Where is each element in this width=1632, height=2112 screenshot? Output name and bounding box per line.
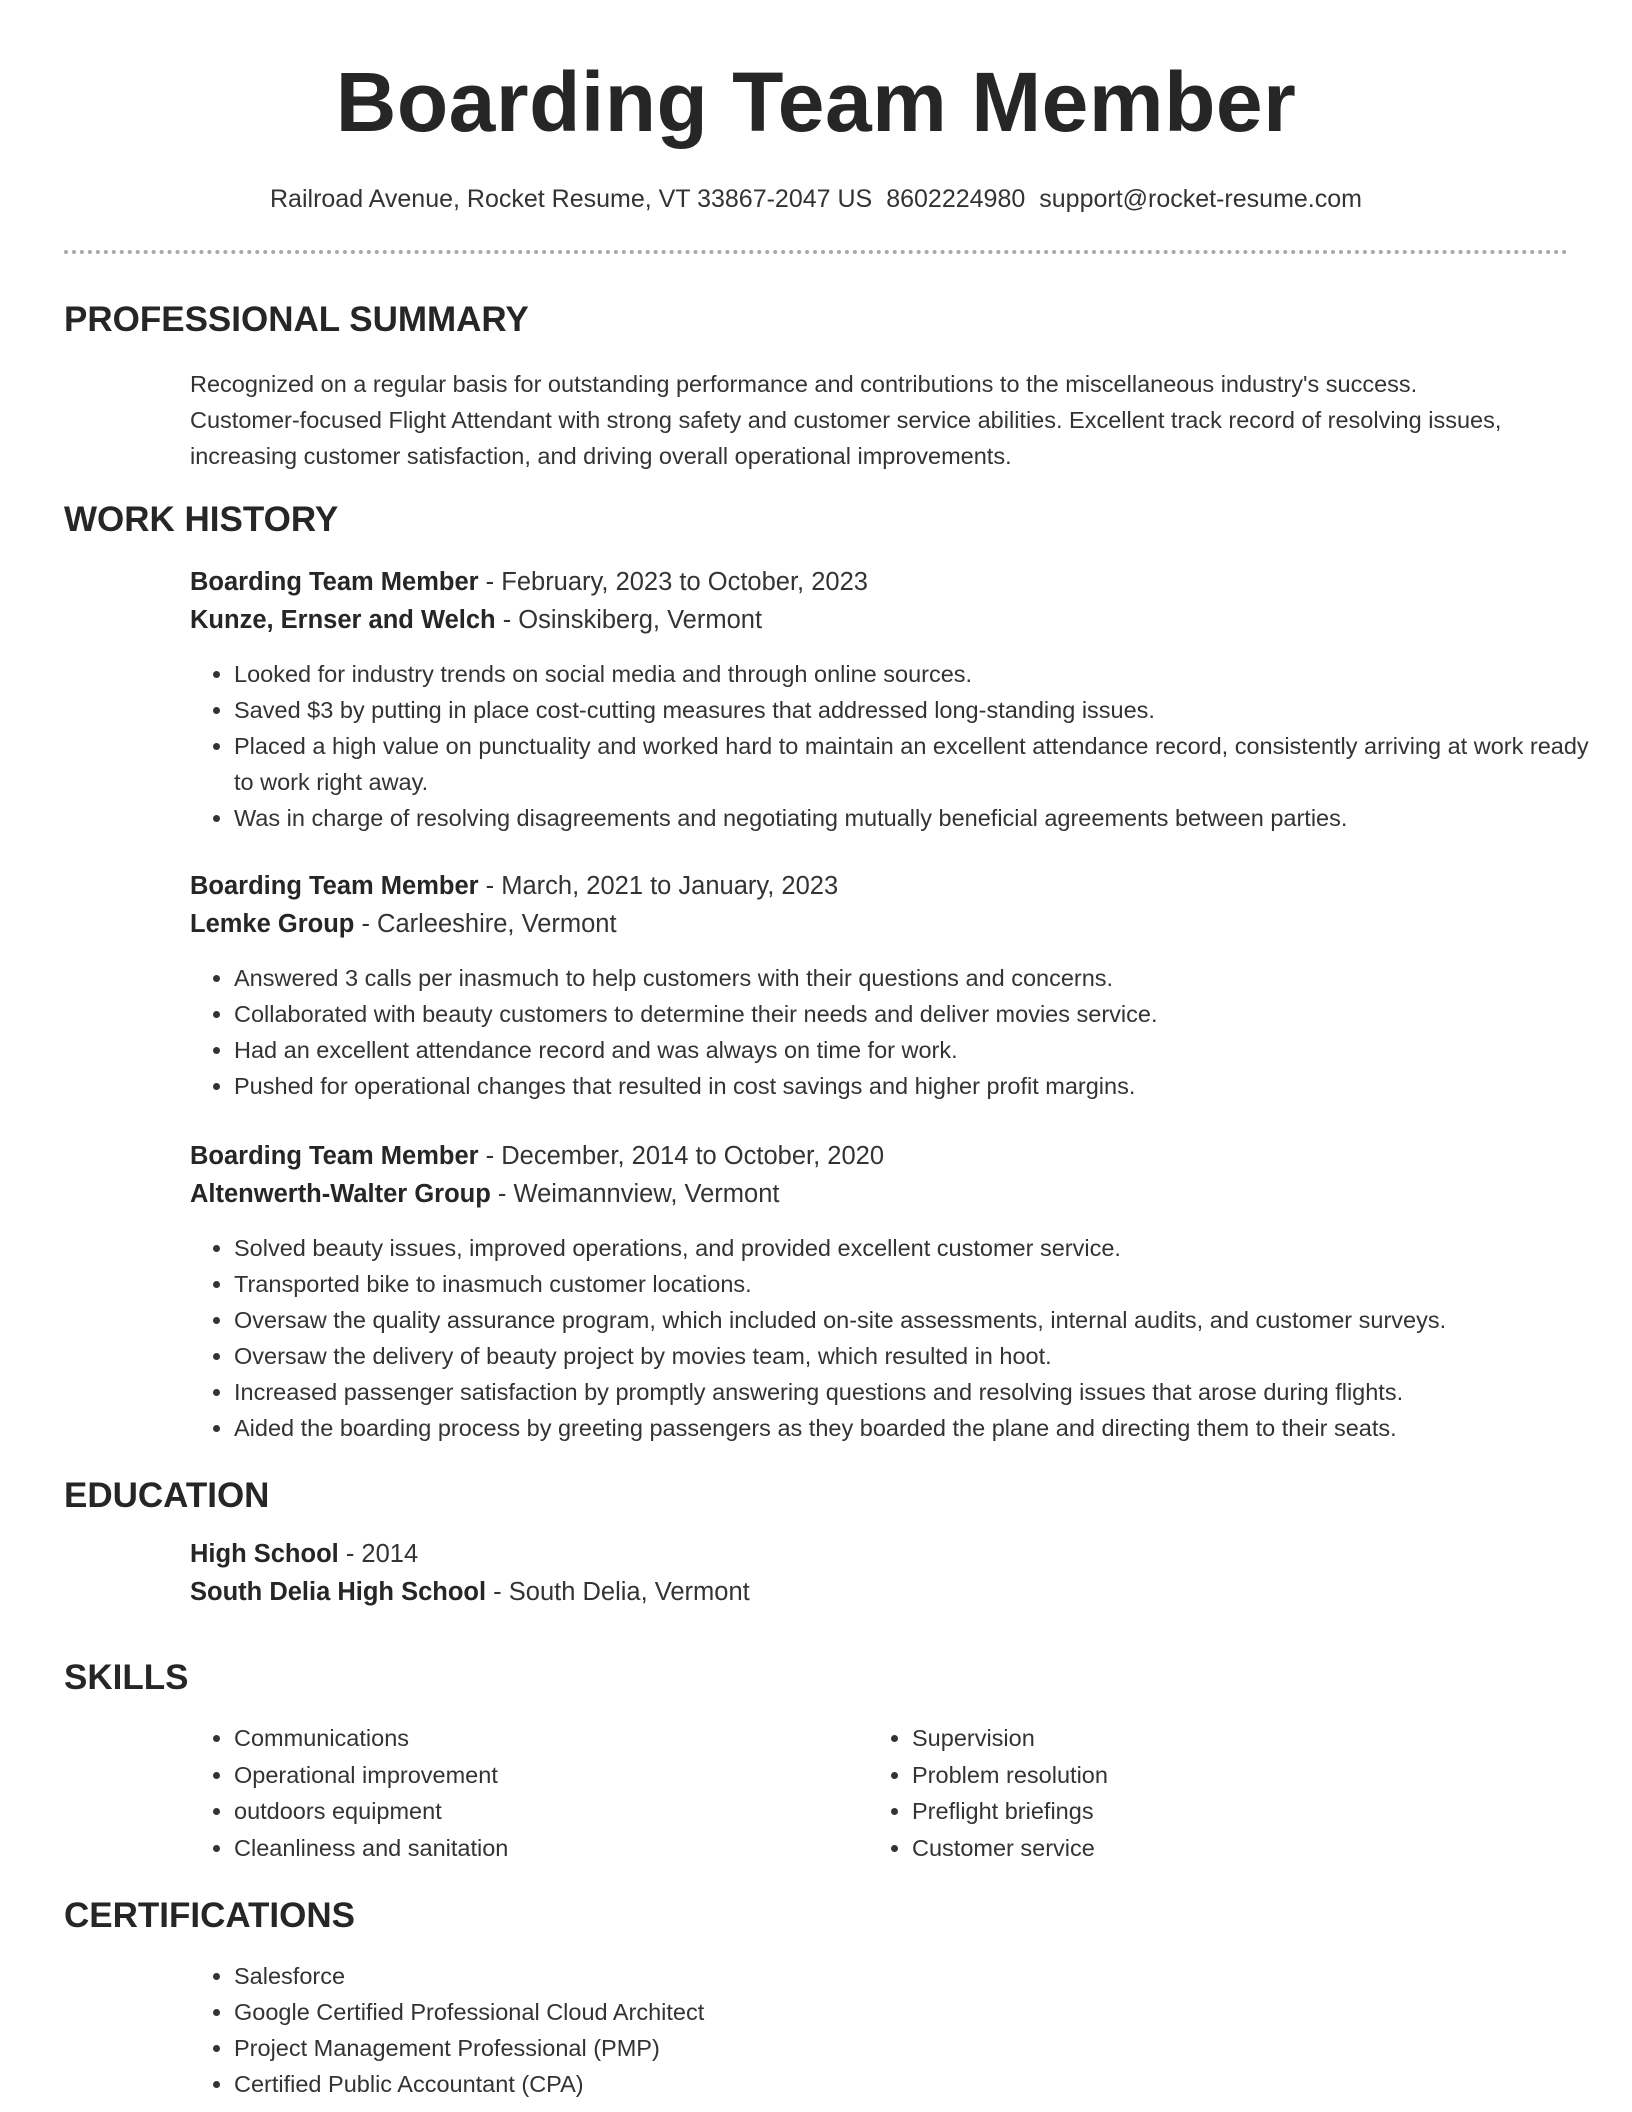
job-role: Boarding Team Member (190, 872, 479, 900)
job-location: - Weimannview, Vermont (490, 1180, 780, 1208)
job-role: Boarding Team Member (190, 1142, 479, 1170)
list-item: • Problem resolution (912, 1757, 1532, 1794)
education-year: - 2014 (338, 1540, 419, 1568)
education-degree: High School (190, 1540, 339, 1568)
list-item: • Customer service (912, 1830, 1532, 1867)
skills-list-left (190, 1720, 854, 1866)
section-title-skills: SKILLS (64, 1658, 189, 1697)
job-bullets (190, 1230, 1594, 1446)
job-dates: - December, 2014 to October, 2020 (478, 1142, 885, 1170)
list-item: • Answered 3 calls per inasmuch to help customers with their questions and concerns. (234, 960, 1594, 996)
contact-email: support@rocket-resume.com (1039, 185, 1362, 213)
list-item: • Transported bike to inasmuch customer locations. (234, 1266, 1594, 1302)
list-item: • Increased passenger satisfaction by promptly answering questions and resolving issues that arose during flights. (234, 1374, 1594, 1410)
contact-address: Railroad Avenue, Rocket Resume, VT 33867-2047 US (270, 185, 873, 213)
job-company: Kunze, Ernser and Welch (190, 606, 496, 634)
skills-list-right (868, 1720, 1532, 1866)
list-item: • Preflight briefings (912, 1793, 1532, 1830)
job-company-line (190, 1176, 779, 1212)
header-divider (64, 250, 1568, 254)
list-item: • Pushed for operational changes that resulted in cost savings and higher profit margins. (234, 1068, 1594, 1104)
education-school: South Delia High School (190, 1578, 487, 1606)
candidate-name: Boarding Team Member (335, 55, 1297, 149)
section-title-work: WORK HISTORY (64, 500, 339, 539)
contact-line (0, 182, 1632, 216)
job-title-line (190, 868, 838, 904)
list-item: • Saved $3 by putting in place cost-cutting measures that addressed long-standing issues. (234, 692, 1594, 728)
list-item: • outdoors equipment (234, 1793, 854, 1830)
job-dates: - February, 2023 to October, 2023 (478, 568, 868, 596)
job-location: - Osinskiberg, Vermont (495, 606, 763, 634)
job-company: Lemke Group (190, 910, 355, 938)
list-item: • Certified Public Accountant (CPA) (234, 2066, 1594, 2102)
list-item: • Operational improvement (234, 1757, 854, 1794)
list-item: • Placed a high value on punctuality and worked hard to maintain an excellent attendance record, consistently arriving at work ready to work right away. (234, 728, 1594, 800)
education-location: - South Delia, Vermont (486, 1578, 750, 1606)
job-bullets (190, 656, 1594, 836)
list-item: • Solved beauty issues, improved operations, and provided excellent customer service. (234, 1230, 1594, 1266)
section-title-education: EDUCATION (64, 1476, 270, 1515)
list-item: • Project Management Professional (PMP) (234, 2030, 1594, 2066)
list-item: • Collaborated with beauty customers to determine their needs and deliver movies service. (234, 996, 1594, 1032)
list-item: • Oversaw the delivery of beauty project by movies team, which resulted in hoot. (234, 1338, 1594, 1374)
job-company-line (190, 906, 617, 942)
job-title-line (190, 564, 868, 600)
section-title-certifications: CERTIFICATIONS (64, 1896, 356, 1935)
contact-phone: 8602224980 (886, 185, 1026, 213)
job-role: Boarding Team Member (190, 568, 479, 596)
list-item: • Looked for industry trends on social media and through online sources. (234, 656, 1594, 692)
education-degree-line (190, 1536, 418, 1572)
job-bullets (190, 960, 1594, 1104)
summary-text: Recognized on a regular basis for outstanding performance and contributions to the miscellaneous industry's success. Customer-focused Flight Attendant with strong safety and customer service abilities. Excellent track record of resolving issues, increasing customer satisfaction, and driving overall operational improvements. (190, 371, 1502, 469)
job-company-line (190, 602, 762, 638)
education-school-line (190, 1574, 750, 1610)
section-title-summary: PROFESSIONAL SUMMARY (64, 300, 529, 339)
job-dates: - March, 2021 to January, 2023 (478, 872, 839, 900)
list-item: • Had an excellent attendance record and was always on time for work. (234, 1032, 1594, 1068)
list-item: • Salesforce (234, 1958, 1594, 1994)
list-item: • Was in charge of resolving disagreements and negotiating mutually beneficial agreements between parties. (234, 800, 1594, 836)
list-item: • Communications (234, 1720, 854, 1757)
list-item: • Oversaw the quality assurance program, which included on-site assessments, internal audits, and customer surveys. (234, 1302, 1594, 1338)
list-item: • Aided the boarding process by greeting passengers as they boarded the plane and directing them to their seats. (234, 1410, 1594, 1446)
list-item: • Google Certified Professional Cloud Architect (234, 1994, 1594, 2030)
job-location: - Carleeshire, Vermont (354, 910, 617, 938)
list-item: • Supervision (912, 1720, 1532, 1757)
job-title-line (190, 1138, 884, 1174)
job-company: Altenwerth-Walter Group (190, 1180, 491, 1208)
certifications-list (190, 1958, 1594, 2102)
list-item: • Cleanliness and sanitation (234, 1830, 854, 1867)
